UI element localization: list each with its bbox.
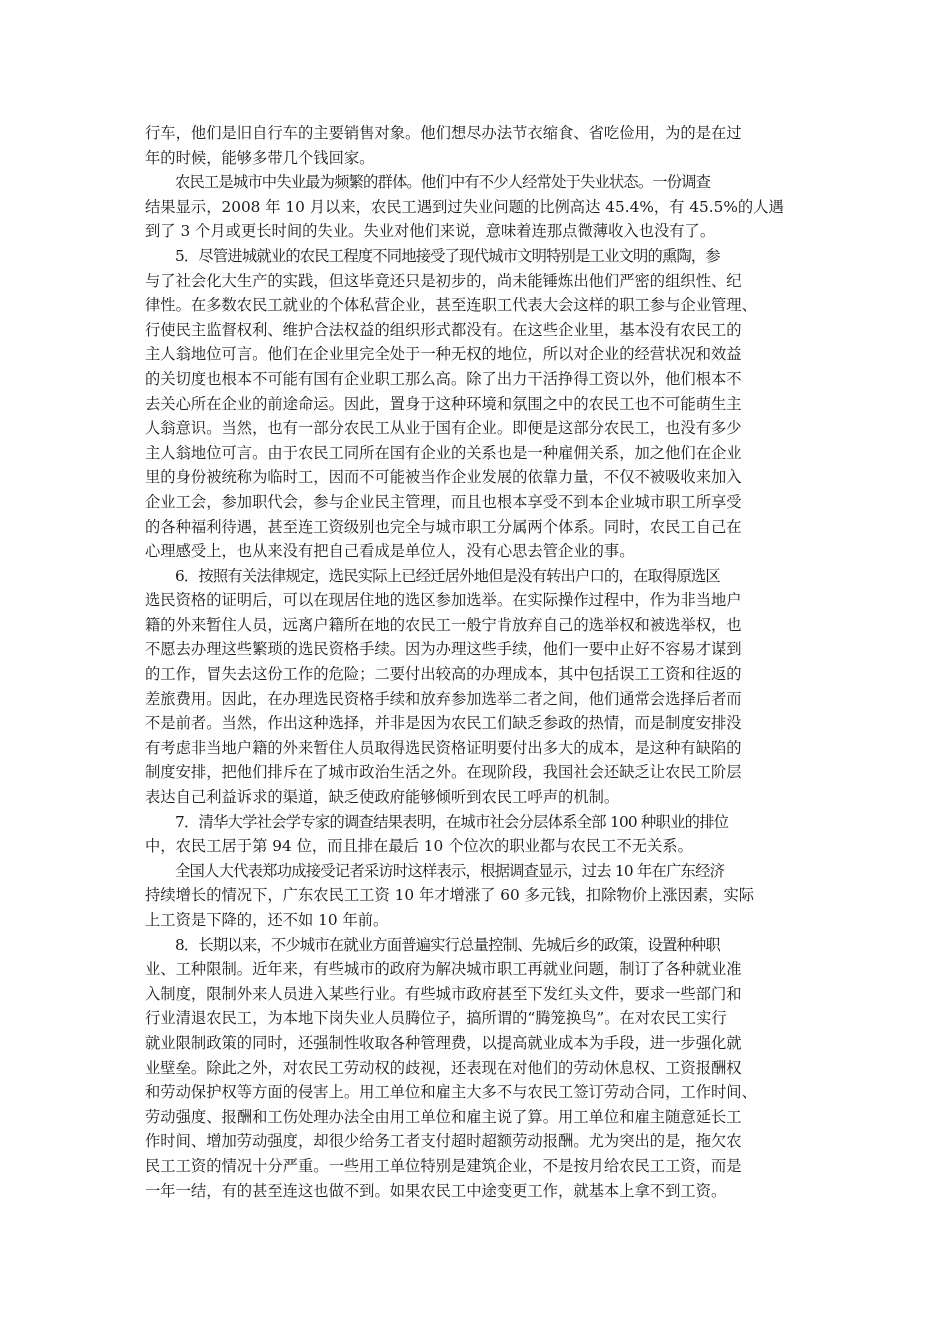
text-line: 心理感受上，也从来没有把自己看成是单位人，没有心思去管企业的事。 xyxy=(145,542,635,561)
paragraph xyxy=(145,121,807,170)
text-line: 有考虑非当地户籍的外来暂住人员取得选民资格证明要付出多大的成本，是这种有缺陷的 xyxy=(145,738,742,757)
text-line: 主人翁地位可言。他们在企业里完全处于一种无权的地位，所以对企业的经营状况和效益 xyxy=(145,345,742,364)
text-line: 与了社会化大生产的实践，但这毕竟还只是初步的，尚未能锤炼出他们严密的组织性、纪 xyxy=(145,271,742,290)
text-line: 的关切度也根本不可能有国有企业职工那么高。除了出力干活挣得工资以外，他们根本不 xyxy=(145,369,742,388)
text-line: 主人翁地位可言。由于农民工同所在国有企业的关系也是一种雇佣关系，加之他们在企业 xyxy=(145,443,742,462)
text-line: 全国人大代表郑功成接受记者采访时这样表示，根据调查显示，过去 10 年在广东经济 xyxy=(175,861,725,880)
text-line: 农民工是城市中失业最为频繁的群体。他们中有不少人经常处于失业状态。一份调查 xyxy=(175,173,711,192)
text-line: 6．按照有关法律规定，选民实际上已经迁居外地但是没有转出户口的，在取得原选区 xyxy=(175,566,720,585)
text-line: 不是前者。当然，作出这种选择，并非是因为农民工们缺乏参政的热情，而是制度安排没 xyxy=(145,714,742,733)
text-line: 入制度，限制外来人员进入某些行业。有些城市政府甚至下发红头文件，要求一些部门和 xyxy=(145,984,742,1003)
text-line: 业壁垒。除此之外，对农民工劳动权的歧视，还表现在对他们的劳动休息权、工资报酬权 xyxy=(145,1058,742,1077)
text-line: 7．清华大学社会学专家的调查结果表明，在城市社会分层体系全部 100 种职业的排位 xyxy=(175,812,729,831)
text-line: 中，农民工居于第 94 位，而且排在最后 10 个位次的职业都与农民工不无关系。 xyxy=(145,837,693,856)
paragraph xyxy=(145,170,807,244)
paragraph xyxy=(145,244,807,564)
text-line: 民工工资的情况十分严重。一些用工单位特别是建筑企业，不是按月给农民工工资，而是 xyxy=(145,1156,742,1175)
text-line: 8．长期以来，不少城市在就业方面普遍实行总量控制、先城后乡的政策，设置种种职 xyxy=(175,935,720,954)
paragraph xyxy=(145,810,807,859)
text-line: 业、工种限制。近年来，有些城市的政府为解决城市职工再就业问题，制订了各种就业准 xyxy=(145,960,742,979)
text-line: 不愿去办理这些繁琐的选民资格手续。因为办理这些手续，他们一要中止好不容易才谋到 xyxy=(145,640,742,659)
text-line: 表达自己利益诉求的渠道，缺乏使政府能够倾听到农民工呼声的机制。 xyxy=(145,788,620,807)
text-line: 的各种福利待遇，甚至连工资级别也完全与城市职工分属两个体系。同时，农民工自己在 xyxy=(145,517,742,536)
text-line: 里的身份被统称为临时工，因而不可能被当作企业发展的依靠力量，不仅不被吸收来加入 xyxy=(145,468,742,487)
text-line: 人翁意识。当然，也有一部分农民工从业于国有企业。即便是这部分农民工，也没有多少 xyxy=(145,419,742,438)
text-line: 和劳动保护权等方面的侵害上。用工单位和雇主大多不与农民工签订劳动合同，工作时间、 xyxy=(145,1083,757,1102)
text-line: 籍的外来暂住人员，远离户籍所在地的农民工一般宁肯放弃自己的选举权和被选举权，也 xyxy=(145,615,742,634)
text-line: 企业工会，参加职代会，参与企业民主管理，而且也根本享受不到本企业城市职工所享受 xyxy=(145,492,742,511)
text-line: 劳动强度、报酬和工伤处理办法全由用工单位和雇主说了算。用工单位和雇主随意延长工 xyxy=(145,1107,742,1126)
text-line: 到了 3 个月或更长时间的失业。失业对他们来说，意味着连那点微薄收入也没有了。 xyxy=(145,222,716,241)
text-line: 一年一结，有的甚至连这也做不到。如果农民工中途变更工作，就基本上拿不到工资。 xyxy=(145,1181,727,1200)
document-body xyxy=(145,121,807,1203)
text-line: 持续增长的情况下，广东农民工工资 10 年才增涨了 60 多元钱，扣除物价上涨因素，实际 xyxy=(145,886,755,905)
text-line: 就业限制政策的同时，还强制性收取各种管理费，以提高就业成本为手段，进一步强化就 xyxy=(145,1033,742,1052)
text-line: 律性。在多数农民工就业的个体私营企业，甚至连职工代表大会这样的职工参与企业管理、 xyxy=(145,296,757,315)
text-line: 行业清退农民工，为本地下岗失业人员腾位子，搞所谓的“腾笼换鸟”。在对农民工实行 xyxy=(145,1009,727,1028)
text-line: 的工作，冒失去这份工作的危险；二要付出较高的办理成本，其中包括误工工资和往返的 xyxy=(145,665,742,684)
text-line: 上工资是下降的，还不如 10 年前。 xyxy=(145,911,389,929)
text-line: 作时间、增加劳动强度，却很少给务工者支付超时超额劳动报酬。尤为突出的是，拖欠农 xyxy=(145,1132,742,1151)
paragraph xyxy=(145,933,807,1204)
paragraph xyxy=(145,564,807,810)
text-line: 选民资格的证明后，可以在现居住地的选区参加选举。在实际操作过程中，作为非当地户 xyxy=(145,591,742,610)
text-line: 年的时候，能够多带几个钱回家。 xyxy=(145,148,375,167)
text-line: 5．尽管进城就业的农民工程度不同地接受了现代城市文明特别是工业文明的熏陶，参 xyxy=(175,246,720,265)
text-line: 行使民主监督权利、维护合法权益的组织形式都没有。在这些企业里，基本没有农民工的 xyxy=(145,320,742,339)
text-line: 制度安排，把他们排斥在了城市政治生活之外。在现阶段，我国社会还缺乏让农民工阶层 xyxy=(145,763,742,782)
text-line: 差旅费用。因此，在办理选民资格手续和放弃参加选举二者之间，他们通常会选择后者而 xyxy=(145,689,742,708)
paragraph xyxy=(145,859,807,933)
text-line: 去关心所在企业的前途命运。因此，置身于这种环境和氛围之中的农民工也不可能萌生主 xyxy=(145,394,742,413)
text-line: 结果显示，2008 年 10 月以来，农民工遇到过失业问题的比例高达 45.4%，有 45.5%的人遇 xyxy=(145,197,784,216)
text-line: 行车，他们是旧自行车的主要销售对象。他们想尽办法节衣缩食、省吃俭用，为的是在过 xyxy=(145,124,742,142)
